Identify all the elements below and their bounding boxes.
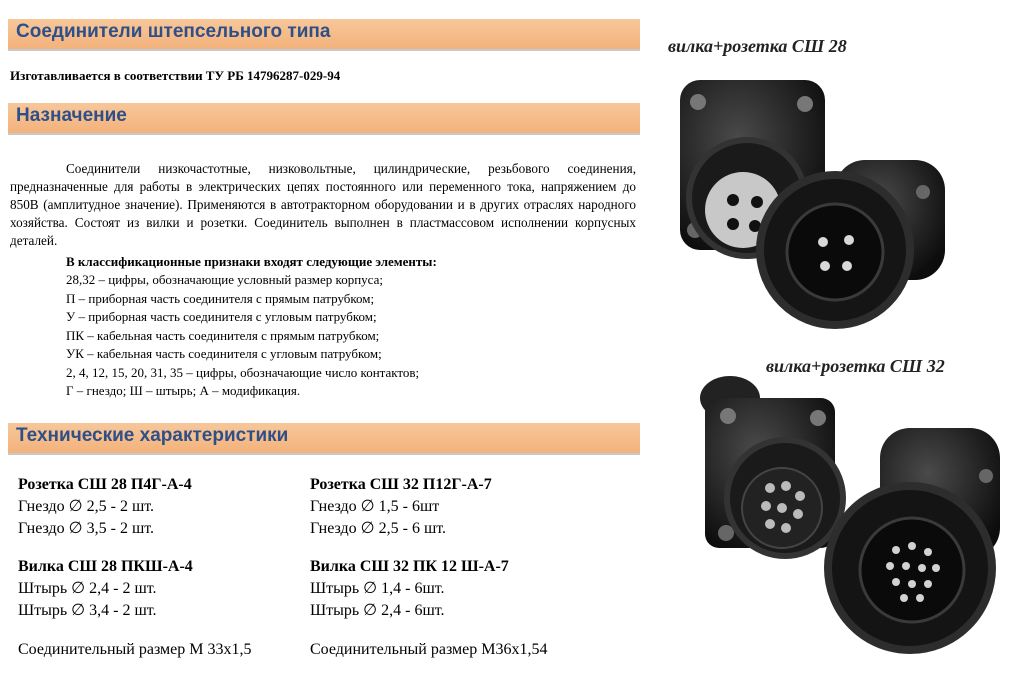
spec-line: Штырь ∅ 2,4 - 6шт. — [310, 602, 445, 619]
plug-title: Вилка СШ 28 ПКШ-А-4 — [18, 558, 193, 575]
spec-right-plug — [310, 556, 509, 622]
header-bar-purpose — [8, 103, 640, 135]
spec-line: Гнездо ∅ 3,5 - 2 шт. — [18, 520, 155, 537]
spec-left-plug — [18, 556, 193, 622]
section-title-tech: Технические характеристики — [16, 425, 289, 446]
header-bar-title — [8, 19, 640, 51]
classification-list — [66, 271, 419, 401]
classification-item: Г – гнездо; Ш – штырь; А – модификация. — [66, 383, 301, 398]
photo-caption-ssh28: вилка+розетка СШ 28 — [668, 36, 847, 56]
thread-size-left: Соединительный размер М 33х1,5 — [18, 641, 252, 658]
connector-photo-ssh32 — [690, 368, 1020, 678]
header-bar-tech — [8, 423, 640, 455]
thread-size-right: Соединительный размер М36х1,54 — [310, 641, 548, 658]
spec-line: Гнездо ∅ 1,5 - 6шт — [310, 498, 440, 515]
socket-title: Розетка СШ 28 П4Г-А-4 — [18, 476, 192, 493]
spec-right-socket — [310, 474, 492, 540]
socket-title: Розетка СШ 32 П12Г-А-7 — [310, 476, 492, 493]
page-title: Соединители штепсельного типа — [16, 21, 331, 42]
spec-line: Штырь ∅ 2,4 - 2 шт. — [18, 580, 157, 597]
section-title-purpose: Назначение — [16, 105, 127, 126]
classification-item: 2, 4, 12, 15, 20, 31, 35 – цифры, обозначающие число контактов; — [66, 364, 420, 380]
spec-left-socket — [18, 474, 192, 540]
classification-item: П – приборная часть соединителя с прямым патрубком; — [66, 290, 375, 306]
spec-line: Гнездо ∅ 2,5 - 6 шт. — [310, 520, 447, 537]
classification-item: 28,32 – цифры, обозначающие условный размер корпуса; — [66, 272, 383, 287]
photo-caption-ssh32: вилка+розетка СШ 32 — [766, 356, 945, 376]
spec-line: Штырь ∅ 3,4 - 2 шт. — [18, 602, 157, 619]
plug-title: Вилка СШ 32 ПК 12 Ш-А-7 — [310, 558, 509, 575]
standard-line: Изготавливается в соответствии ТУ РБ 14796287-029-94 — [10, 68, 341, 83]
classification-title: В классификационные признаки входят следующие элементы: — [66, 254, 437, 269]
classification-item: УК – кабельная часть соединителя с угловым патрубком; — [66, 346, 382, 361]
description-paragraph: Соединители низкочастотные, низковольтные, цилиндрические, резьбового соединения, предназначенные для работы в электрических цепях постоянного или переменного тока, напряжением до 850В (амплитудное значение). Применяются в автотракторном оборудовании и в других отраслях народного хозяйства. Состоят из вилки и розетки. Соединитель выполнен в пластмассовом исполнении корпусных деталей. — [10, 161, 636, 248]
classification-item: У – приборная часть соединителя с угловым патрубком; — [66, 309, 377, 324]
connector-photo-ssh28 — [665, 60, 955, 330]
classification-item: ПК – кабельная часть соединителя с прямым патрубком; — [66, 327, 380, 343]
spec-line: Гнездо ∅ 2,5 - 2 шт. — [18, 498, 155, 515]
spec-line: Штырь ∅ 1,4 - 6шт. — [310, 580, 445, 597]
